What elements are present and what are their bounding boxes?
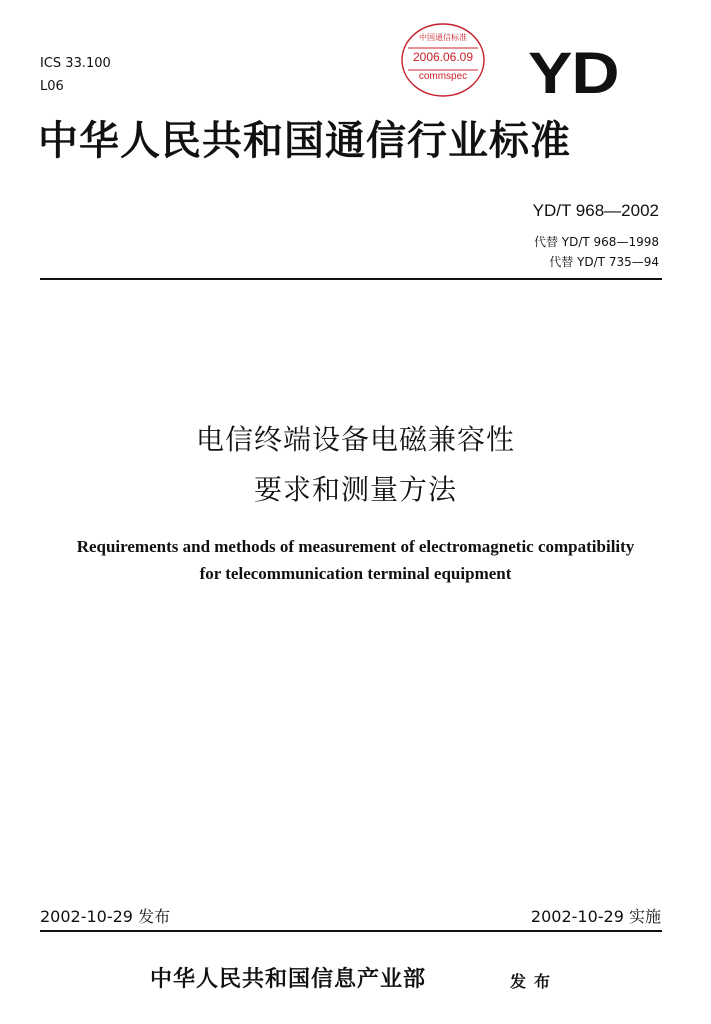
stamp-organization: 中国通信标准 bbox=[419, 33, 467, 42]
title-english-line-2: for telecommunication terminal equipment bbox=[199, 564, 512, 583]
ics-code: ICS 33.100 bbox=[40, 56, 111, 71]
replaces-line: 代替 YD/T 968—1998 bbox=[533, 235, 659, 249]
header-divider bbox=[40, 278, 662, 280]
issue-date: 2002-10-29 发布 bbox=[40, 907, 171, 926]
standard-number: YD/T 968—2002 bbox=[532, 201, 659, 220]
footer-divider bbox=[40, 930, 662, 932]
title-chinese-line-1: 电信终端设备电磁兼容性 bbox=[195, 423, 515, 456]
publish-label: 发布 bbox=[510, 972, 559, 991]
standard-banner-title: 中华人民共和国通信行业标准 bbox=[38, 118, 571, 164]
title-chinese-line-2: 要求和测量方法 bbox=[253, 473, 457, 506]
stamp-brand: commspec bbox=[418, 71, 468, 82]
stamp-date: 2006.06.09 bbox=[412, 50, 474, 64]
title-english-line-1: Requirements and methods of measurement of electromagnetic compatibility bbox=[76, 537, 635, 556]
yd-logo: YD bbox=[528, 41, 619, 106]
publisher: 中华人民共和国信息产业部 bbox=[150, 967, 427, 992]
replaces-line: 代替 YD/T 735—94 bbox=[549, 255, 659, 269]
receipt-stamp bbox=[400, 22, 486, 98]
classification-code: L06 bbox=[40, 79, 64, 94]
implementation-date: 2002-10-29 实施 bbox=[530, 907, 661, 926]
